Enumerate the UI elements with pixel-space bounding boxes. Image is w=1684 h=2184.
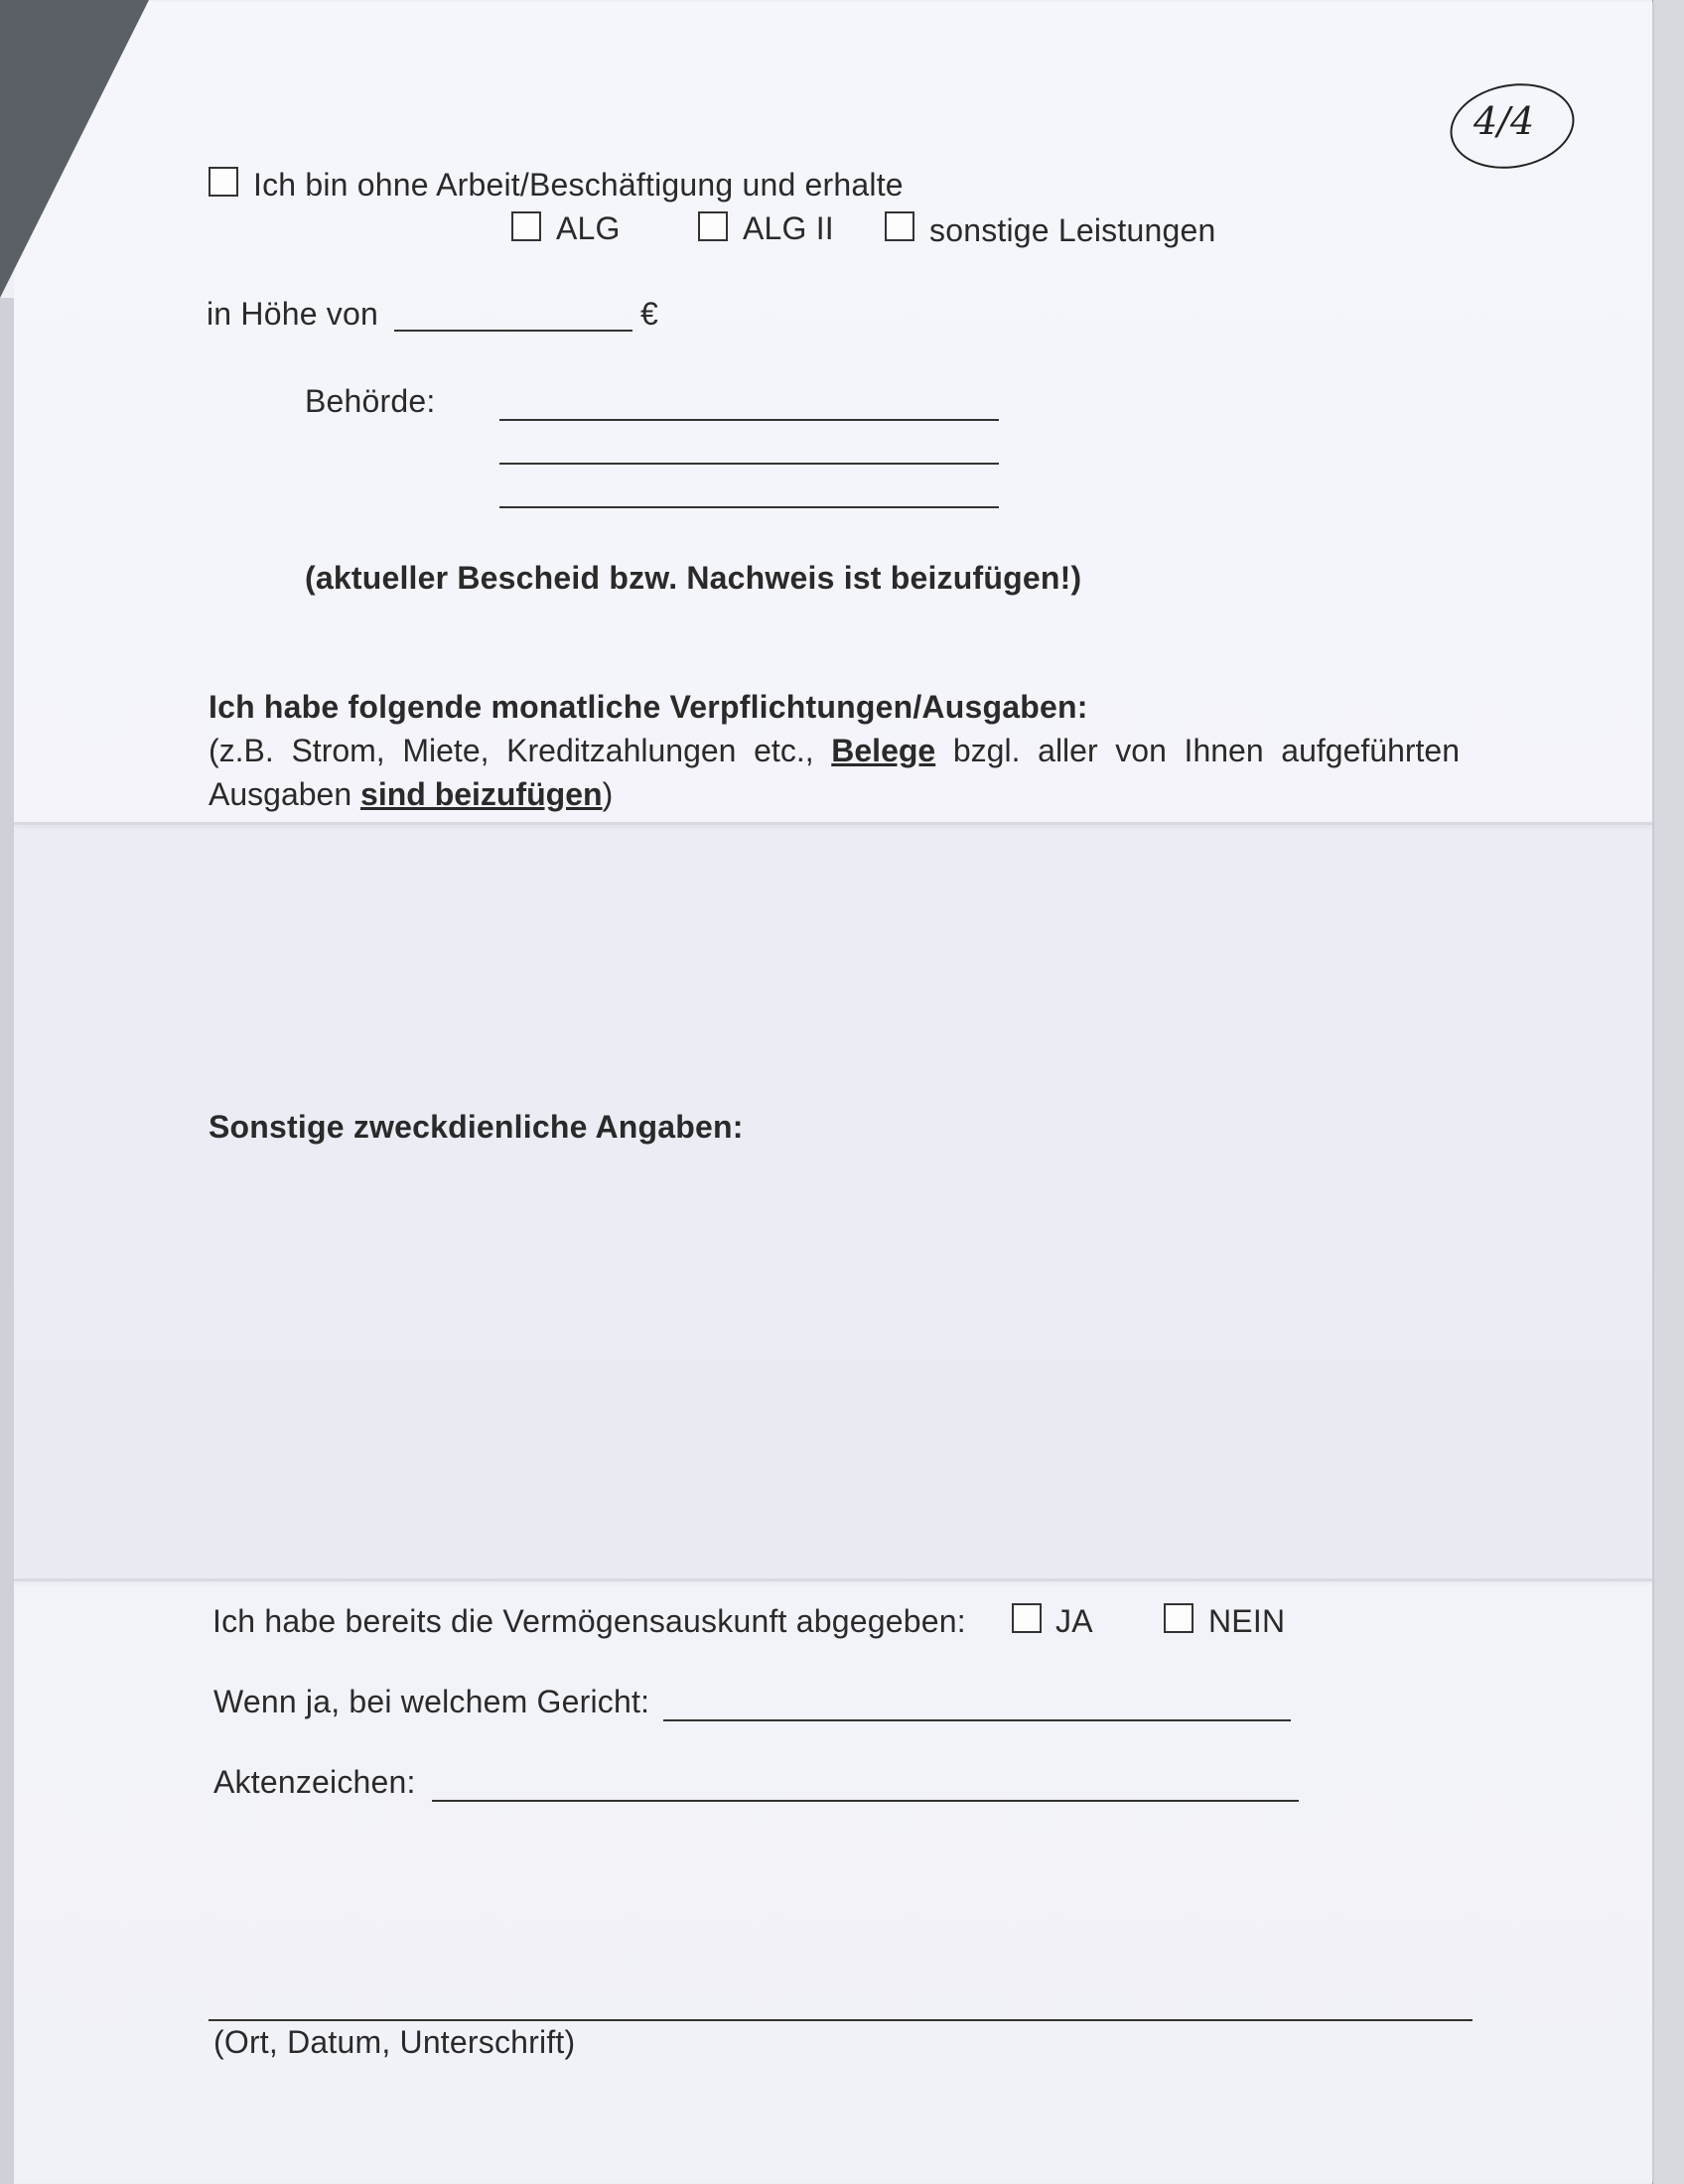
file-number-field[interactable]: [432, 1800, 1299, 1802]
authority-field-line-3[interactable]: [499, 506, 999, 508]
asset-disclosure-no-label: NEIN: [1208, 1603, 1286, 1639]
fold-line-upper: [14, 822, 1652, 825]
other-benefits-checkbox[interactable]: [885, 211, 914, 241]
signature-caption: (Ort, Datum, Unterschrift): [213, 2024, 576, 2060]
court-field[interactable]: [663, 1719, 1291, 1721]
alg-ii-checkbox[interactable]: [698, 211, 728, 241]
alg-label: ALG: [556, 210, 621, 246]
scanner-right-edge: [1652, 0, 1684, 2184]
court-label: Wenn ja, bei welchem Gericht:: [213, 1684, 650, 1719]
authority-field-line-1[interactable]: [499, 419, 999, 421]
obligations-hint-part2: bzgl. aller von Ihnen aufgeführten Ausgaben: [209, 733, 1460, 812]
amount-field[interactable]: [394, 330, 632, 332]
file-number-label: Aktenzeichen:: [213, 1764, 416, 1800]
obligations-hint-part3: ): [602, 776, 614, 812]
authority-field-line-2[interactable]: [499, 463, 999, 465]
handwritten-page-mark: 4/4: [1474, 99, 1535, 143]
fold-line-lower: [14, 1578, 1652, 1581]
authority-label: Behörde:: [305, 383, 436, 419]
asset-disclosure-yes-label: JA: [1055, 1603, 1093, 1639]
asset-disclosure-no-checkbox[interactable]: [1164, 1603, 1193, 1633]
unemployed-checkbox[interactable]: [209, 167, 238, 197]
obligations-hint: [209, 729, 1460, 816]
other-info-heading: Sonstige zweckdienliche Angaben:: [209, 1109, 744, 1145]
obligations-hint-part1: (z.B. Strom, Miete, Kreditzahlungen etc.,: [209, 733, 832, 768]
obligations-hint-sind: sind beizufügen: [360, 776, 603, 812]
other-benefits-label: sonstige Leistungen: [929, 212, 1216, 248]
asset-disclosure-question: Ich habe bereits die Vermögensauskunft abgegeben:: [212, 1603, 966, 1639]
amount-label: in Höhe von: [207, 296, 378, 332]
obligations-heading: Ich habe folgende monatliche Verpflichtungen/Ausgaben:: [209, 689, 1088, 725]
folded-corner: [0, 0, 149, 298]
alg-ii-label: ALG II: [743, 210, 834, 246]
notice-text: (aktueller Bescheid bzw. Nachweis ist beizufügen!): [305, 560, 1082, 596]
paper-fold-band: [14, 824, 1652, 1578]
asset-disclosure-yes-checkbox[interactable]: [1012, 1603, 1042, 1633]
signature-field[interactable]: [209, 2019, 1473, 2021]
scanner-left-edge: [0, 298, 14, 2184]
currency-symbol: €: [640, 296, 658, 332]
alg-checkbox[interactable]: [511, 211, 541, 241]
unemployed-statement: Ich bin ohne Arbeit/Beschäftigung und erhalte: [253, 167, 904, 203]
obligations-hint-belege: Belege: [831, 733, 936, 768]
